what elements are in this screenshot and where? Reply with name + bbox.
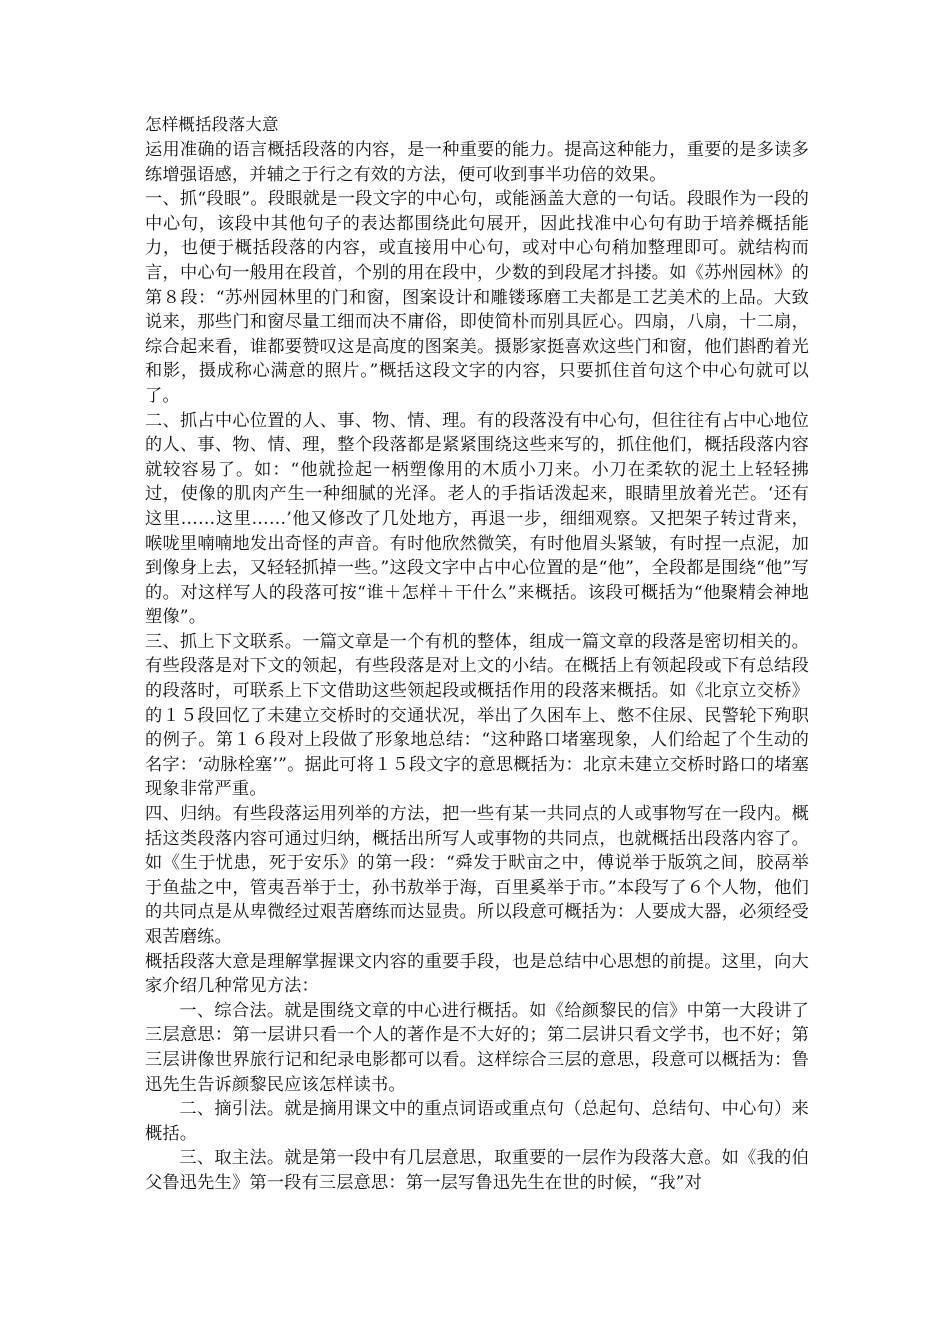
main-point-method-paragraph: 三、取主法。就是第一段中有几层意思，取重要的一层作为段落大意。如《我的伯父鲁迅先生》第一段有三层意思：第一层写鲁迅先生在世的时候，“我”对 (145, 1148, 809, 1193)
document-title: 怎样概括段落大意 (145, 115, 279, 134)
method-3-paragraph: 三、抓上下文联系。一篇文章是一个有机的整体，组成一篇文章的段落是密切相关的。有些段落是对下文的领起，有些段落是对上文的小结。在概括上有领起段或下有总结段的段落时，可联系上下文借助这些领起段或概括作用的段落来概括。如《北京立交桥》的１５段回忆了未建立交桥时的交通状况，举出了久困车上、憋不住尿、民警轮下殉职的例子。第１６段对上段做了形象地总结：“这种路口堵塞现象，人们给起了个生动的名字：‘动脉栓塞’”。据此可将１５段文字的意思概括为：北京未建立交桥时路口的堵塞现象非常严重。 (145, 631, 809, 800)
method-1-paragraph: 一、抓“段眼”。段眼就是一段文字的中心句，或能涵盖大意的一句话。段眼作为一段的中心句，该段中其他句子的表达都围绕此句展开，因此找准中心句有助于培养概括能力，也便于概括段落的内容，或直接用中心句，或对中心句稍加整理即可。就结构而言，中心句一般用在段首，个别的用在段中，少数的到段尾才抖搂。如《苏州园林》的第８段：“苏州园林里的门和窗，图案设计和雕镂琢磨工夫都是工艺美术的上品。大致说来，那些门和窗尽量工细而决不庸俗，即使简朴而别具匠心。四扇，八扇，十二扇，综合起来看，谁都要赞叹这是高度的图案美。摄影家挺喜欢这些门和窗，他们斟酌着光和影，摄成称心满意的照片。”概括这段文字的内容，只要抓住首句这个中心句就可以了。 (145, 189, 809, 406)
method-2-paragraph: 二、抓占中心位置的人、事、物、情、理。有的段落没有中心句，但往往有占中心地位的人、事、物、情、理，整个段落都是紧紧围绕这些来写的，抓住他们，概括段落内容就较容易了。如：“他就捡起一柄塑像用的木质小刀来。小刀在柔软的泥土上轻轻拂过，使像的肌肉产生一种细腻的光泽。老人的手指话泼起来，眼睛里放着光芒。‘还有这里……这里……’他又修改了几处地方，再退一步，细细观察。又把架子转过背来，喉咙里喃喃地发出奇怪的声音。有时他欣然微笑，有时他眉头紧皱，有时捏一点泥，加到像身上去，又轻轻抓掉一些。”这段文字中占中心位置的是“他”，全段都是围绕“他”写的。对这样写人的段落可按“谁＋怎样＋干什么”来概括。该段可概括为“他聚精会神地塑像”。 (145, 410, 809, 628)
quotation-method-paragraph: 二、摘引法。就是摘用课文中的重点词语或重点句（总起句、总结句、中心句）来概括。 (145, 1099, 809, 1144)
document-page (145, 114, 809, 1196)
intro-paragraph: 运用准确的语言概括段落的内容，是一种重要的能力。提高这种能力，重要的是多读多练增强语感，并辅之于行之有效的方法，便可收到事半功倍的效果。 (145, 140, 809, 185)
method-4-paragraph: 四、归纳。有些段落运用列举的方法，把一些有某一共同点的人或事物写在一段内。概括这类段落内容可通过归纳，概括出所写人或事物的共同点，也就概括出段落内容了。如《生于忧患，死于安乐》的第一段：“舜发于畎亩之中，傅说举于版筑之间，胶鬲举于鱼盐之中，管夷吾举于士，孙书敖举于海，百里奚举于市。”本段写了６个人物，他们的共同点是从卑微经过艰苦磨练而达显贵。所以段意可概括为：人要成大器，必须经受艰苦磨练。 (145, 804, 809, 947)
synthesis-method-paragraph: 一、综合法。就是围绕文章的中心进行概括。如《给颜黎民的信》中第一大段讲了三层意思：第一层讲只看一个人的著作是不大好的；第二层讲只看文学书，也不好；第三层讲像世界旅行记和纪录电影都可以看。这样综合三层的意思，段意可以概括为：鲁迅先生告诉颜黎民应该怎样读书。 (145, 1000, 809, 1095)
second-intro-paragraph: 概括段落大意是理解掌握课文内容的重要手段，也是总结中心思想的前提。这里，向大家介绍几种常见方法： (145, 951, 809, 997)
